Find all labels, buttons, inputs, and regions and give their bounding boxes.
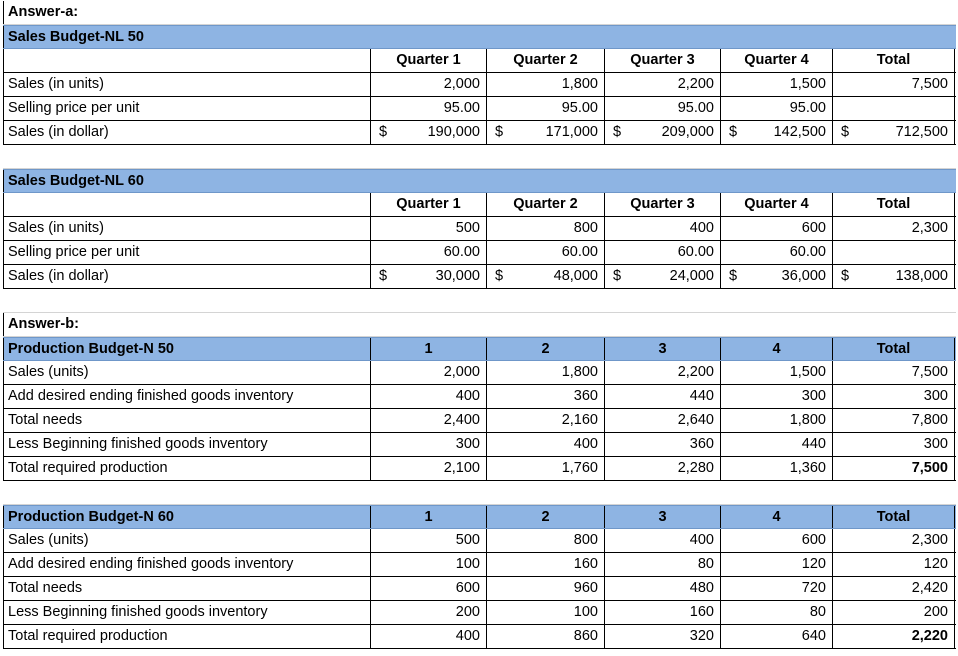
cell-value[interactable]: 500 — [370, 217, 486, 240]
col-header[interactable]: Quarter 2 — [486, 49, 604, 72]
cell-value[interactable]: 160 — [604, 601, 720, 624]
col-header[interactable]: 2 — [486, 338, 604, 360]
cell-value[interactable]: 2,200 — [604, 361, 720, 384]
col-header[interactable]: 3 — [604, 338, 720, 360]
cell-value[interactable] — [832, 241, 955, 264]
cell-value[interactable]: 860 — [486, 625, 604, 648]
total-cell[interactable]: 7,500 — [832, 457, 955, 480]
row-label[interactable]: Sales (units) — [3, 529, 370, 552]
currency-cell[interactable] — [604, 265, 720, 288]
row-label[interactable]: Sales (in dollar) — [3, 121, 370, 144]
col-header[interactable]: Quarter 4 — [720, 193, 832, 216]
cell-value[interactable]: 2,300 — [832, 217, 955, 240]
cell-value: 142,500 — [773, 124, 826, 140]
cell-value[interactable]: 600 — [370, 577, 486, 600]
cell-value: 712,500 — [895, 124, 948, 140]
row-label[interactable]: Sales (in units) — [3, 217, 370, 240]
cell-value: 36,000 — [781, 268, 826, 284]
cell-value[interactable]: 500 — [370, 529, 486, 552]
cell-value[interactable]: 80 — [720, 601, 832, 624]
cell-value[interactable]: 60.00 — [370, 241, 486, 264]
cell-value[interactable]: 1,500 — [720, 361, 832, 384]
cell-value: 48,000 — [553, 268, 598, 284]
col-header[interactable]: 1 — [370, 506, 486, 528]
currency-cell[interactable] — [832, 265, 955, 288]
cell-value[interactable]: 300 — [832, 385, 955, 408]
dollar-sign: $ — [729, 268, 738, 284]
blank-cell[interactable] — [3, 193, 370, 216]
row-label[interactable]: Sales (units) — [3, 361, 370, 384]
cell-value[interactable]: 320 — [604, 625, 720, 648]
row-label[interactable]: Add desired ending finished goods inventory — [3, 553, 370, 576]
row-label[interactable]: Selling price per unit — [3, 97, 370, 120]
table-row — [3, 241, 956, 265]
row-label[interactable]: Add desired ending finished goods inventory — [3, 385, 370, 408]
cell-value[interactable]: 600 — [720, 529, 832, 552]
cell-value[interactable]: 2,400 — [370, 409, 486, 432]
cell-value[interactable]: 1,800 — [486, 361, 604, 384]
table-row — [3, 73, 956, 97]
col-header[interactable]: 4 — [720, 506, 832, 528]
sales-nl50-title-row — [3, 25, 956, 49]
cell-value[interactable]: 200 — [832, 601, 955, 624]
cell-value[interactable]: 360 — [604, 433, 720, 456]
cell-value[interactable]: 300 — [832, 433, 955, 456]
row-label[interactable]: Sales (in units) — [3, 73, 370, 96]
col-header[interactable]: Total — [832, 338, 955, 360]
currency-cell[interactable] — [720, 265, 832, 288]
cell-value: 171,000 — [545, 124, 598, 140]
cell-value[interactable]: 7,800 — [832, 409, 955, 432]
cell-value[interactable]: 300 — [720, 385, 832, 408]
table-row — [3, 121, 956, 145]
cell-value[interactable]: 120 — [832, 553, 955, 576]
cell-value[interactable]: 200 — [370, 601, 486, 624]
cell-value[interactable]: 1,800 — [486, 73, 604, 96]
row-label[interactable]: Sales (in dollar) — [3, 265, 370, 288]
currency-cell[interactable] — [604, 121, 720, 144]
cell-value[interactable]: 1,760 — [486, 457, 604, 480]
row-label[interactable]: Total required production — [3, 457, 370, 480]
currency-cell[interactable] — [832, 121, 955, 144]
col-header[interactable]: Quarter 3 — [604, 49, 720, 72]
dollar-sign: $ — [613, 124, 622, 140]
cell-value[interactable]: 2,100 — [370, 457, 486, 480]
row-label[interactable]: Less Beginning finished goods inventory — [3, 433, 370, 456]
cell-value[interactable]: 720 — [720, 577, 832, 600]
cell-value[interactable]: 2,420 — [832, 577, 955, 600]
dollar-sign: $ — [841, 268, 850, 284]
sales-nl50-title[interactable]: Sales Budget-NL 50 — [3, 26, 370, 48]
col-header[interactable]: Total — [832, 506, 955, 528]
currency-cell[interactable] — [486, 265, 604, 288]
cell-value[interactable]: 100 — [486, 601, 604, 624]
prod-n60-title-row — [3, 505, 956, 529]
dollar-sign: $ — [495, 124, 504, 140]
cell-value[interactable]: 2,280 — [604, 457, 720, 480]
sales-nl60-title[interactable]: Sales Budget-NL 60 — [3, 170, 370, 192]
cell-value: 24,000 — [669, 268, 714, 284]
dollar-sign: $ — [379, 268, 388, 284]
prod-n50-title-row — [3, 337, 956, 361]
cell-value[interactable]: 95.00 — [486, 97, 604, 120]
table-row — [3, 529, 956, 553]
row-label[interactable]: Less Beginning finished goods inventory — [3, 601, 370, 624]
cell-value[interactable]: 7,500 — [832, 361, 955, 384]
dollar-sign: $ — [495, 268, 504, 284]
dollar-sign: $ — [379, 124, 388, 140]
cell-value[interactable]: 800 — [486, 217, 604, 240]
table-row — [3, 97, 956, 121]
cell-value[interactable] — [832, 97, 955, 120]
currency-cell[interactable] — [370, 121, 486, 144]
cell-value[interactable]: 600 — [720, 217, 832, 240]
col-header[interactable]: 3 — [604, 506, 720, 528]
cell-value[interactable]: 800 — [486, 529, 604, 552]
cell-value[interactable]: 60.00 — [486, 241, 604, 264]
currency-cell[interactable] — [720, 121, 832, 144]
cell-value[interactable]: 60.00 — [720, 241, 832, 264]
table-row — [3, 577, 956, 601]
col-header[interactable]: Total — [832, 49, 955, 72]
currency-cell[interactable] — [370, 265, 486, 288]
cell-value[interactable]: 95.00 — [370, 97, 486, 120]
cell-value[interactable]: 2,000 — [370, 73, 486, 96]
col-header[interactable]: Quarter 1 — [370, 193, 486, 216]
cell-value[interactable]: 100 — [370, 553, 486, 576]
table-row — [3, 457, 956, 481]
cell-value[interactable]: 2,300 — [832, 529, 955, 552]
cell-value[interactable]: 400 — [604, 217, 720, 240]
sales-nl60-title-row — [3, 169, 956, 193]
blank-cell[interactable] — [3, 49, 370, 72]
col-header[interactable]: 4 — [720, 338, 832, 360]
spreadsheet — [3, 1, 956, 649]
answer-b-label[interactable]: Answer-b: — [3, 313, 370, 336]
cell-value[interactable]: 440 — [604, 385, 720, 408]
blank-row — [3, 481, 956, 505]
prod-n50-title[interactable]: Production Budget-N 50 — [3, 338, 370, 360]
table-row — [3, 265, 956, 289]
col-header[interactable]: Quarter 2 — [486, 193, 604, 216]
cell-value: 138,000 — [895, 268, 948, 284]
cell-value[interactable]: 2,160 — [486, 409, 604, 432]
answer-a-label[interactable]: Answer-a: — [3, 1, 370, 24]
col-header[interactable]: Quarter 4 — [720, 49, 832, 72]
cell-value[interactable]: 360 — [486, 385, 604, 408]
col-header[interactable]: Quarter 1 — [370, 49, 486, 72]
cell-value[interactable]: 400 — [604, 529, 720, 552]
col-header[interactable]: 1 — [370, 338, 486, 360]
cell-value[interactable]: 160 — [486, 553, 604, 576]
cell-value[interactable]: 440 — [720, 433, 832, 456]
cell-value[interactable]: 1,500 — [720, 73, 832, 96]
cell-value[interactable]: 2,640 — [604, 409, 720, 432]
cell-value[interactable]: 2,200 — [604, 73, 720, 96]
table-row — [3, 553, 956, 577]
cell-value[interactable]: 95.00 — [720, 97, 832, 120]
cell-value[interactable]: 400 — [370, 385, 486, 408]
table-row — [3, 385, 956, 409]
sales-nl50-header-row — [3, 49, 956, 73]
cell-value: 30,000 — [435, 268, 480, 284]
prod-n60-title[interactable]: Production Budget-N 60 — [3, 506, 370, 528]
cell-value[interactable]: 960 — [486, 577, 604, 600]
blank-row — [3, 289, 956, 313]
dollar-sign: $ — [841, 124, 850, 140]
col-header[interactable]: Total — [832, 193, 955, 216]
table-row — [3, 409, 956, 433]
cell-value[interactable]: 480 — [604, 577, 720, 600]
cell-value[interactable]: 7,500 — [832, 73, 955, 96]
row-label[interactable]: Total needs — [3, 577, 370, 600]
blank-row — [3, 145, 956, 169]
dollar-sign: $ — [729, 124, 738, 140]
col-header[interactable]: 2 — [486, 506, 604, 528]
answer-b-row — [3, 313, 956, 337]
dollar-sign: $ — [613, 268, 622, 284]
cell-value[interactable]: 120 — [720, 553, 832, 576]
row-label[interactable]: Total needs — [3, 409, 370, 432]
cell-value[interactable]: 400 — [370, 625, 486, 648]
col-header[interactable]: Quarter 3 — [604, 193, 720, 216]
cell-value[interactable]: 640 — [720, 625, 832, 648]
row-label[interactable]: Selling price per unit — [3, 241, 370, 264]
sales-nl60-header-row — [3, 193, 956, 217]
cell-value[interactable]: 1,360 — [720, 457, 832, 480]
table-row — [3, 433, 956, 457]
answer-a-row — [3, 1, 956, 25]
row-label[interactable]: Total required production — [3, 625, 370, 648]
cell-value: 190,000 — [427, 124, 480, 140]
total-cell[interactable]: 2,220 — [832, 625, 955, 648]
cell-value[interactable]: 400 — [486, 433, 604, 456]
cell-value[interactable]: 300 — [370, 433, 486, 456]
cell-value[interactable]: 2,000 — [370, 361, 486, 384]
cell-value[interactable]: 95.00 — [604, 97, 720, 120]
cell-value[interactable]: 1,800 — [720, 409, 832, 432]
cell-value: 209,000 — [661, 124, 714, 140]
table-row — [3, 601, 956, 625]
cell-value[interactable]: 60.00 — [604, 241, 720, 264]
table-row — [3, 217, 956, 241]
table-row — [3, 361, 956, 385]
currency-cell[interactable] — [486, 121, 604, 144]
cell-value[interactable]: 80 — [604, 553, 720, 576]
table-row — [3, 625, 956, 649]
